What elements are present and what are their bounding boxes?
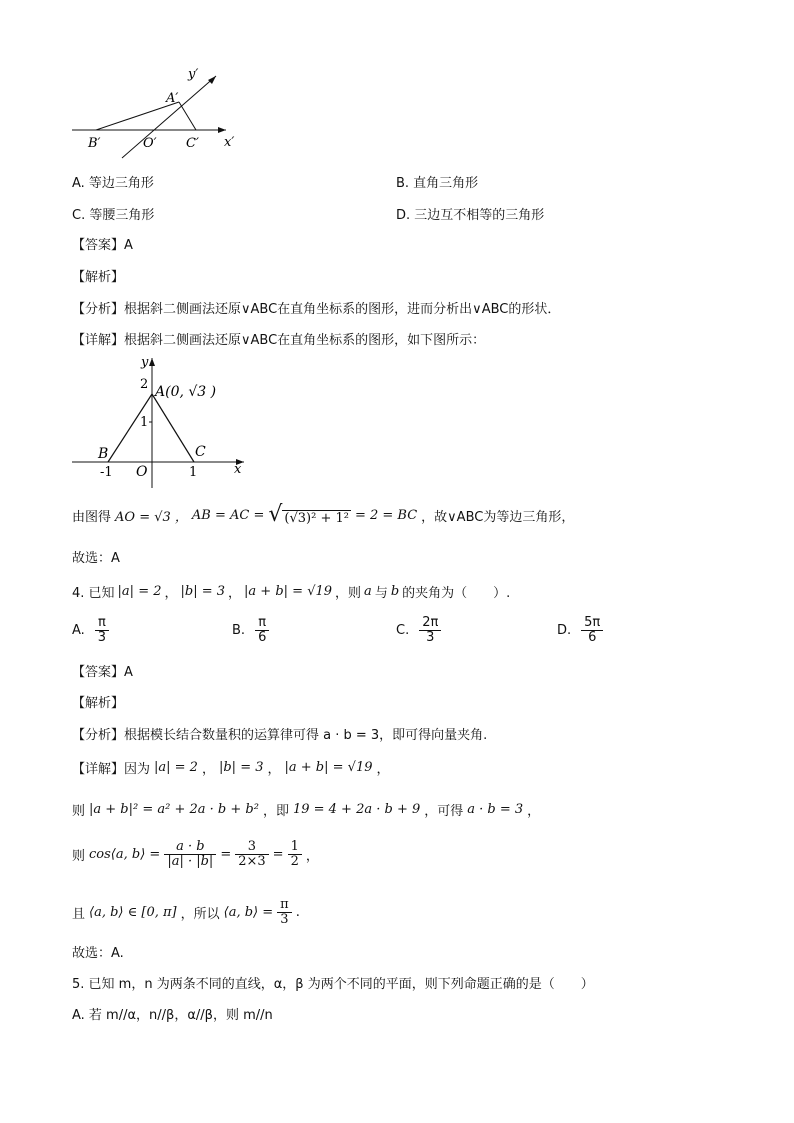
- q4-option-c: C. $\frac{2\pi}{3}$: [396, 616, 441, 646]
- q3-option-d: D. 三边互不相等的三角形: [396, 208, 545, 223]
- label-minus-1: -1: [100, 465, 113, 480]
- q4-option-a: A. $\frac{\pi}{3}$: [72, 616, 109, 646]
- label-a-prime: A′: [166, 91, 179, 106]
- q3-option-a: A. 等边三角形: [72, 176, 154, 191]
- q3-conclusion: 由图得 AO = √3 ， AB = AC = √ (√3)² + 1² = 2 = BC ，故∨ABC为等边三角形，: [72, 502, 575, 527]
- label-y-prime: y′: [188, 67, 199, 82]
- q4-answer: 【答案】A: [72, 665, 133, 680]
- label-o-prime: O′: [143, 136, 157, 151]
- coordinate-figure: [66, 350, 256, 490]
- label-tick-1: 1: [140, 415, 149, 430]
- label-x-prime: x′: [224, 135, 235, 150]
- q3-choose: 故选：A: [72, 551, 120, 566]
- q4-stem: 4. 已知 |a| = 2 ， |b| = 3 ， |a + b| = √19 ，则 a 与 b 的夹角为（ ）.: [72, 584, 511, 601]
- segment-a-c: [179, 102, 196, 130]
- segment-a-c: [152, 394, 194, 462]
- q4-analysis-label: 【解析】: [72, 696, 125, 711]
- q3-option-c: C. 等腰三角形: [72, 208, 155, 223]
- label-origin: O: [136, 464, 148, 480]
- label-c: C: [195, 444, 206, 460]
- label-y: y: [141, 355, 149, 370]
- q4-fenxi: 【分析】根据模长结合数量积的运算律可得 a · b = 3，即可得向量夹角.: [72, 728, 488, 743]
- label-a: A(0, √3 ): [155, 384, 217, 400]
- q4-detail-line-4: 且 ⟨a, b⟩ ∈ [0, π] ，所以 ⟨a, b⟩ = $\frac{\pi}{3}$ .: [72, 897, 300, 928]
- q3-answer: 【答案】A: [72, 238, 133, 253]
- segment-b-a: [96, 102, 179, 130]
- q3-option-b: B. 直角三角形: [396, 176, 479, 191]
- q4-detail-line-3: 则 cos⟨a, b⟩ = $\frac{a \cdot b}{|a| \cdot |b|}$ = $\frac{3}{2\times 3}$ = $\frac{1}{2}$ ，: [72, 839, 319, 870]
- q4-detail-line-1: 【详解】因为 |a| = 2 ， |b| = 3 ， |a + b| = √19 ，: [72, 760, 390, 777]
- label-b-prime: B′: [88, 136, 101, 151]
- q3-fenxi: 【分析】根据斜二侧画法还原∨ABC在直角坐标系的图形，进而分析出∨ABC的形状．: [72, 302, 561, 317]
- y-prime-axis: [122, 76, 216, 158]
- q4-detail-line-2: 则 |a + b|² = a² + 2a · b + b² ，即 19 = 4 + 2a · b + 9 ，可得 a · b = 3 ，: [72, 802, 541, 819]
- label-b: B: [98, 446, 109, 462]
- label-tick-2: 2: [140, 377, 149, 392]
- label-plus-1: 1: [189, 465, 198, 480]
- label-c-prime: C′: [186, 136, 199, 151]
- oblique-figure: [66, 62, 256, 162]
- q4-option-d: D. $\frac{5\pi}{6}$: [557, 616, 603, 646]
- sqrt-expression: √ (√3)² + 1²: [268, 502, 349, 527]
- q3-analysis-label: 【解析】: [72, 270, 125, 285]
- q4-choose: 故选：A.: [72, 946, 124, 961]
- label-x: x: [234, 462, 242, 477]
- q3-xiangjie: 【详解】根据斜二侧画法还原∨ABC在直角坐标系的图形，如下图所示：: [72, 333, 486, 348]
- q4-option-b: B. $\frac{\pi}{6}$: [232, 616, 269, 646]
- q5-option-a: A. 若 m//α，n//β，α//β，则 m//n: [72, 1008, 273, 1023]
- q5-stem: 5. 已知 m，n 为两条不同的直线，α，β 为两个不同的平面，则下列命题正确的是（ ）: [72, 977, 594, 992]
